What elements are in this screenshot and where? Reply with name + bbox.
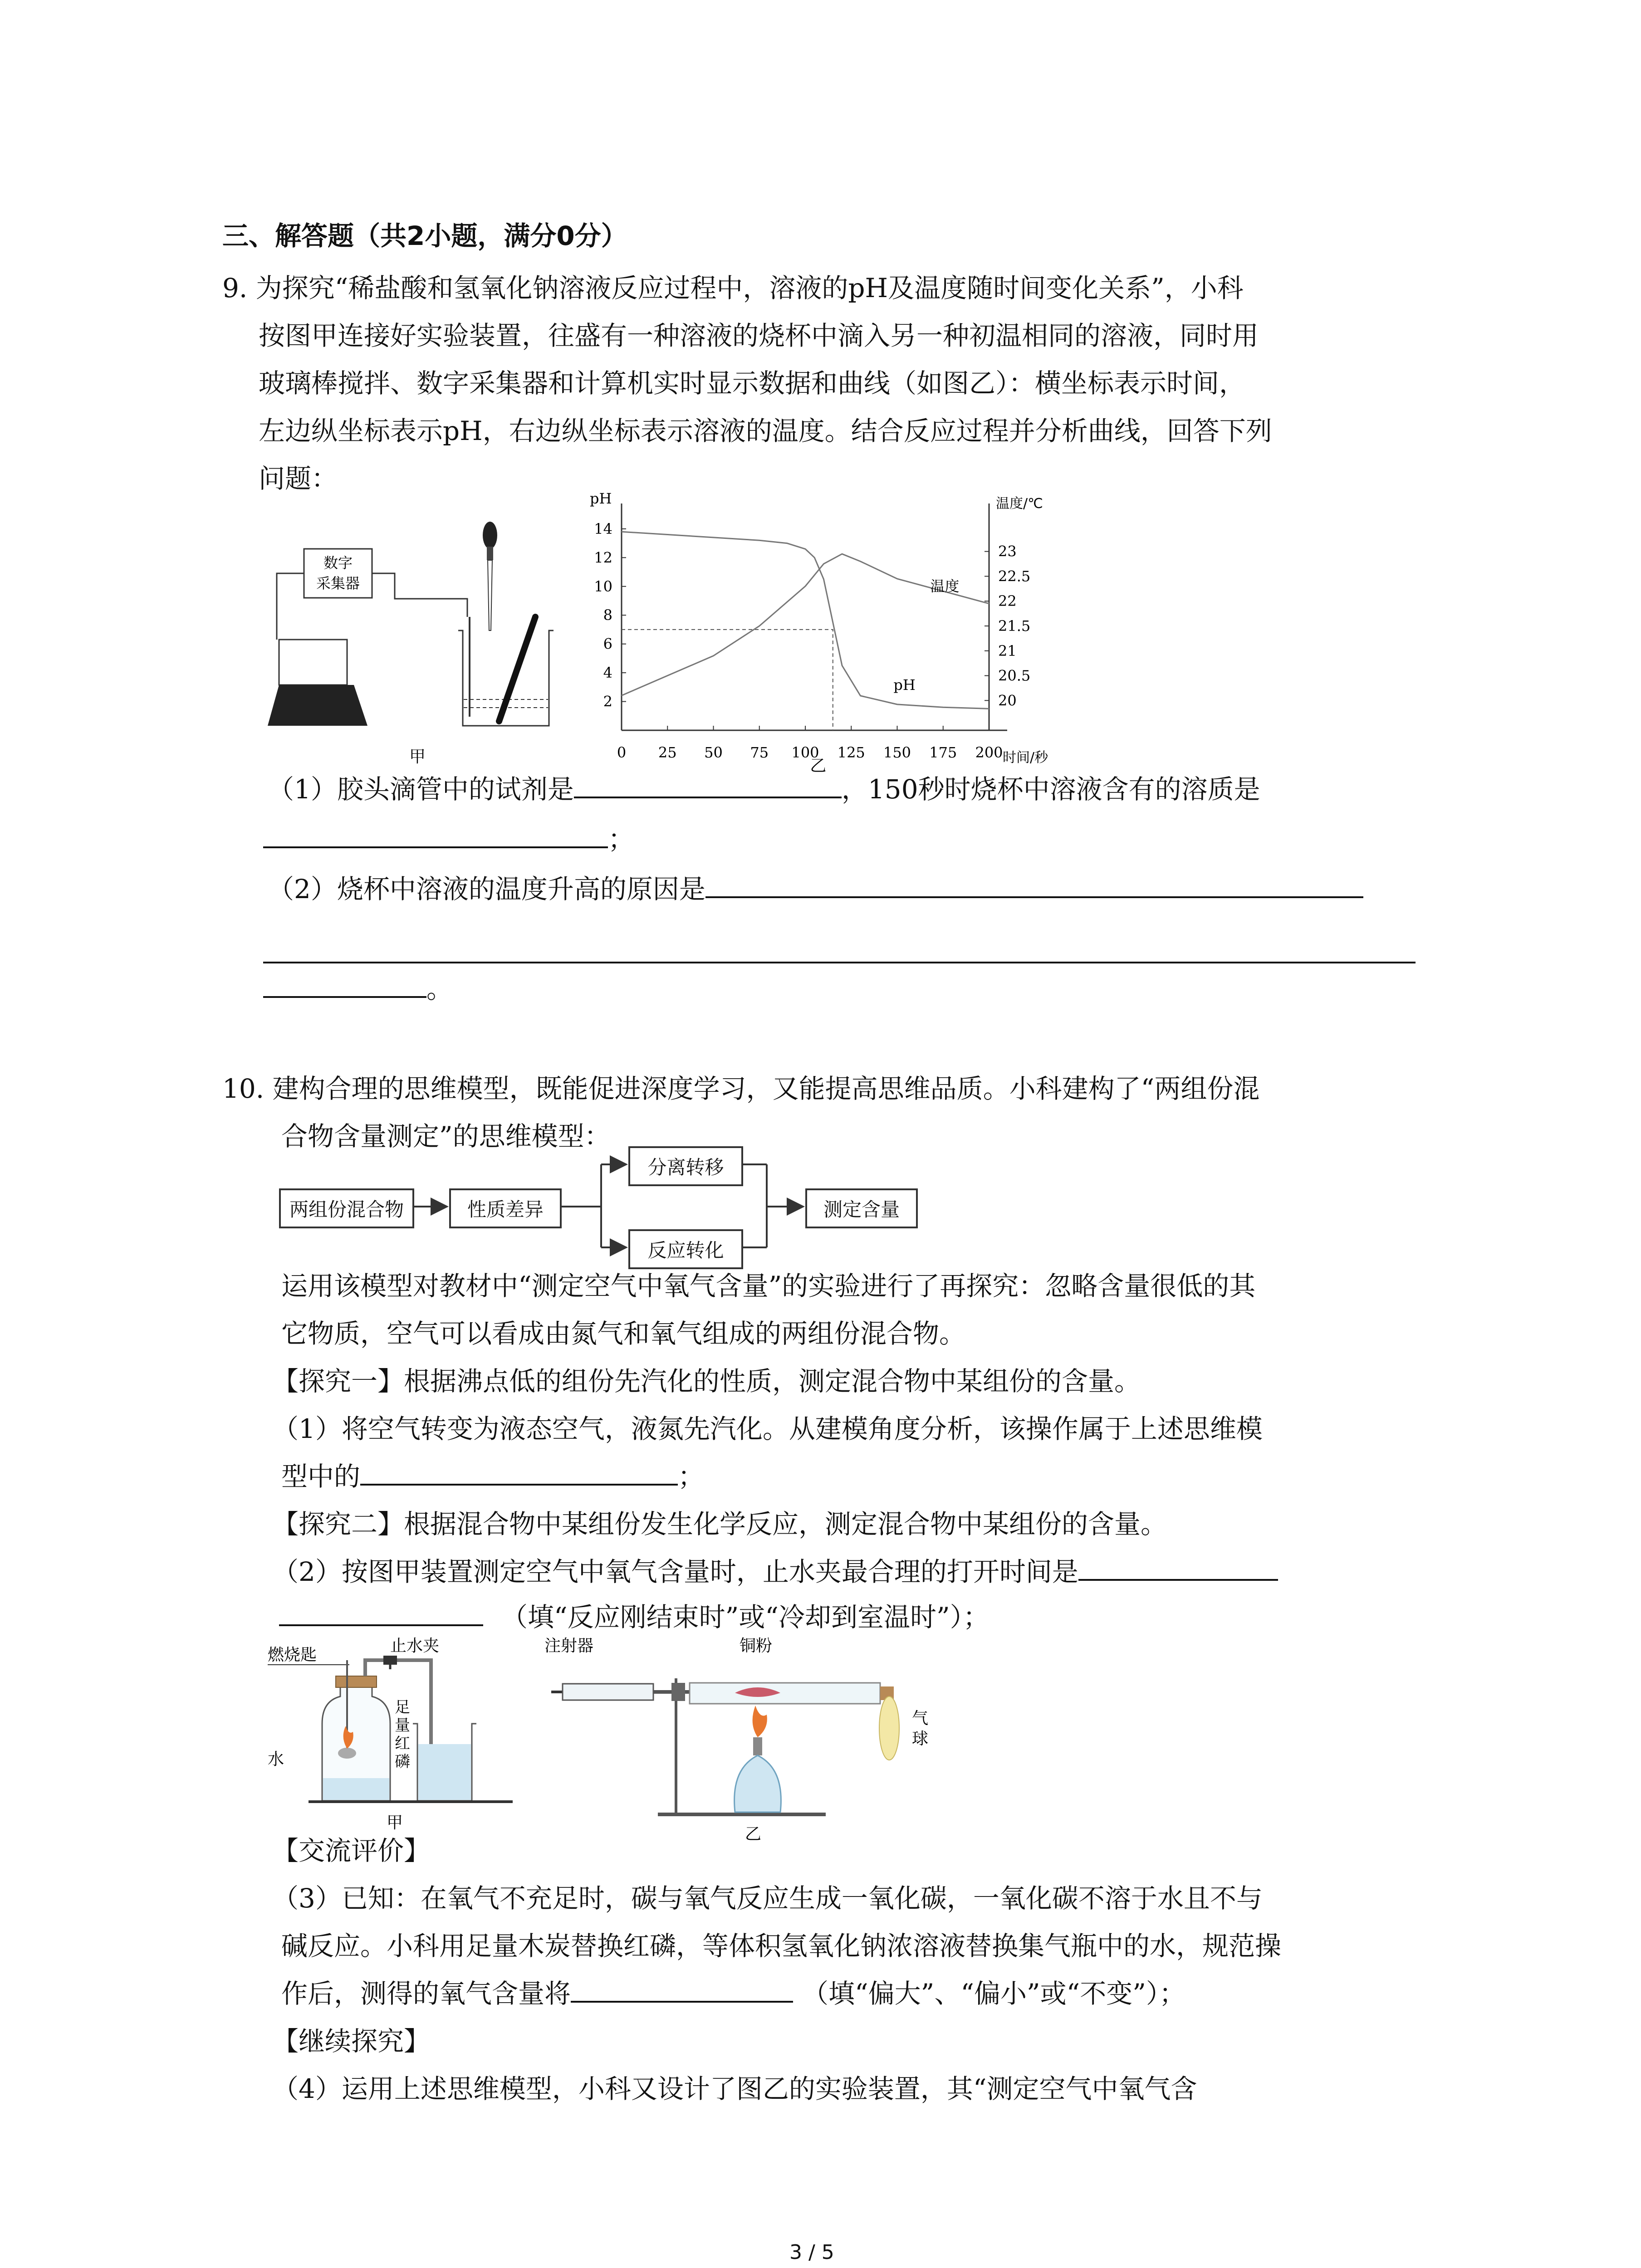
ph-temperature-chart [576, 490, 1089, 776]
q10-sub2-prompt: （2）按图甲装置测定空气中氧气含量时，止水夹最合理的打开时间是 [272, 1556, 1078, 1587]
model-reaction-box: 反应转化 [628, 1229, 743, 1269]
label-phosphorus-4: 磷 [395, 1753, 410, 1771]
q10-sub3-line-3 [281, 1971, 1185, 2016]
label-balloon-2: 球 [912, 1730, 929, 1748]
collector-label-1: 数字 [323, 554, 353, 572]
q10-explore-1: 【探究一】根据沸点低的组份先汽化的性质，测定混合物中某组份的含量。 [272, 1366, 1141, 1397]
label-syringe: 注射器 [544, 1637, 594, 1655]
q10-sub1-line-1: （1）将空气转变为液态空气，液氮先汽化。从建模角度分析，该操作属于上述思维模 [272, 1413, 1263, 1444]
label-phosphorus-2: 量 [395, 1716, 410, 1735]
q10-sub1-prompt: 型中的 [281, 1461, 361, 1492]
q10-line-1: 10. 建构合理的思维模型，既能促进深度学习，又能提高思维品质。小科建构了“两组份混 [222, 1073, 1260, 1104]
q9-line-5: 问题： [259, 463, 338, 494]
computer-base [268, 685, 367, 726]
model-mixture-box: 两组份混合物 [279, 1188, 414, 1228]
series-line-ph [622, 532, 989, 709]
model-arrows [272, 1143, 921, 1270]
section-title: 三、解答题（共2小题，满分0分） [222, 220, 627, 251]
q9-sub1-line-2 [263, 816, 634, 862]
x-tick-label: 200 [975, 744, 1003, 761]
q10-para-2: 它物质，空气可以看成由氮气和氧气组成的两组份混合物。 [281, 1318, 966, 1349]
y-left-tick-label: 4 [603, 664, 612, 682]
y-left-tick-label: 8 [603, 606, 612, 624]
y-axis-right-label: 温度/℃ [996, 496, 1043, 512]
y-left-tick-label: 2 [603, 693, 612, 710]
x-tick-label: 100 [791, 744, 819, 761]
label-copper: 铜粉 [740, 1637, 773, 1655]
q10-sub3-line-1: （3）已知：在氧气不充足时，碳与氧气反应生成一氧化碳，一氧化碳不溶于水且不与 [272, 1883, 1263, 1914]
q10-sub1-end: ； [678, 1461, 705, 1492]
q9-sub2-line-1 [268, 866, 1363, 912]
q9-figure-apparatus [259, 494, 585, 767]
label-spoon: 燃烧匙 [268, 1646, 317, 1664]
y-right-tick-label: 23 [998, 543, 1017, 560]
q10-sub2-hint: （填“反应刚结束时”或“冷却到室温时”）； [501, 1602, 989, 1633]
syringe [563, 1684, 653, 1700]
q10-sub3-blank[interactable] [571, 1974, 793, 2003]
q9-sub1-end: ； [608, 824, 635, 855]
x-tick-label: 150 [883, 744, 911, 761]
y-right-tick-label: 20.5 [998, 667, 1031, 684]
q10-sub1-line-2 [281, 1454, 704, 1499]
x-tick-label: 0 [617, 744, 627, 761]
q9-sub1-line-1 [268, 767, 1260, 812]
flame-icon [753, 1706, 767, 1737]
q9-line-4: 左边纵坐标表示pH，右边纵坐标表示溶液的温度。结合反应过程并分析曲线，回答下列 [259, 415, 1272, 446]
x-tick-label: 25 [658, 744, 677, 761]
q9-sub1-prompt: （1）胶头滴管中的试剂是 [268, 774, 574, 805]
q9-sub2-prompt: （2）烧杯中溶液的温度升高的原因是 [268, 874, 705, 904]
q10-evaluation: 【交流评价】 [272, 1835, 431, 1866]
y-right-tick-label: 21 [998, 642, 1017, 660]
y-right-tick-label: 22 [998, 592, 1017, 610]
q10-sub1-blank[interactable] [360, 1457, 678, 1486]
alcohol-lamp [735, 1755, 781, 1812]
q9-sub2-line-3 [263, 966, 453, 1012]
y-right-tick-label: 22.5 [998, 567, 1031, 585]
q9-sub1-blank-solute[interactable] [263, 819, 608, 848]
model-separation-box: 分离转移 [628, 1146, 743, 1186]
y-left-tick-label: 14 [594, 520, 612, 538]
dropper-bulb [483, 522, 497, 549]
series-label-ph: pH [893, 676, 916, 694]
q10-sub3-line-2: 碱反应。小科用足量木炭替换红磷，等体积氢氧化钠浓溶液替换集气瓶中的水，规范操 [281, 1931, 1282, 1961]
q9-line-1: 9. 为探究“稀盐酸和氢氧化钠溶液反应过程中，溶液的pH及温度随时间变化关系”，小科 [222, 273, 1244, 303]
label-water: 水 [268, 1750, 284, 1769]
label-clamp: 止水夹 [390, 1637, 440, 1655]
model-measure-box: 测定含量 [805, 1188, 918, 1228]
q9-sub1-blank-reagent[interactable] [574, 769, 842, 798]
x-tick-label: 125 [837, 744, 865, 761]
q10-para-1: 运用该模型对教材中“测定空气中氧气含量”的实验进行了再探究：忽略含量很低的其 [281, 1271, 1256, 1301]
reference-line [622, 630, 833, 730]
q10-sub3-prompt: 作后，测得的氧气含量将 [281, 1978, 571, 2009]
x-tick-label: 75 [750, 744, 769, 761]
page-number: 3 / 5 [789, 2241, 834, 2264]
q10-explore-2: 【探究二】根据混合物中某组份发生化学反应，测定混合物中某组份的含量。 [272, 1509, 1167, 1540]
y-left-tick-label: 12 [594, 549, 612, 567]
series-line-temperature [622, 554, 989, 695]
model-difference-box: 性质差异 [449, 1188, 562, 1228]
q9-line-3: 玻璃棒搅拌、数字采集器和计算机实时显示数据和曲线（如图乙）：横坐标表示时间， [259, 368, 1246, 399]
q9-sub2-blank-2[interactable] [263, 962, 1416, 963]
y-right-tick-label: 20 [998, 692, 1017, 709]
q10-sub3-hint: （填“偏大”、“偏小”或“不变”）； [802, 1978, 1185, 2009]
y-left-tick-label: 6 [603, 635, 612, 653]
q10-figure-jar [268, 1633, 522, 1837]
balloon [879, 1696, 899, 1760]
q10-line-2: 合物含量测定”的思维模型： [281, 1121, 611, 1152]
series-label-temperature: 温度 [930, 577, 960, 595]
q10-sub2-blank-1[interactable] [1078, 1552, 1278, 1581]
figure-jar-caption: 甲 [386, 1813, 403, 1832]
q10-continue: 【继续探究】 [272, 2026, 431, 2057]
glass-tube [690, 1683, 880, 1704]
collector-label-2: 采集器 [316, 575, 360, 592]
computer-monitor [279, 640, 347, 685]
label-balloon-1: 气 [912, 1709, 929, 1728]
q10-sub2-blank-2[interactable] [279, 1597, 483, 1626]
y-right-tick-label: 21.5 [998, 617, 1031, 635]
figure-tube-caption: 乙 [745, 1825, 762, 1843]
figure-a-caption: 甲 [409, 748, 426, 766]
q9-sub2-blank-1[interactable] [705, 869, 1363, 898]
y-axis-left-label: pH [590, 490, 612, 507]
x-tick-label: 175 [929, 744, 957, 761]
q10-sub4-line-1: （4）运用上述思维模型，小科又设计了图乙的实验装置，其“测定空气中氧气含 [272, 2073, 1197, 2104]
x-tick-label: 50 [704, 744, 723, 761]
label-phosphorus-1: 足 [395, 1698, 410, 1716]
q9-line-2: 按图甲连接好实验装置，往盛有一种溶液的烧杯中滴入另一种初温相同的溶液，同时用 [259, 320, 1259, 351]
q9-sub1-prompt-2: ，150秒时烧杯中溶液含有的溶质是 [841, 774, 1260, 805]
figure-b-caption: 乙 [810, 757, 827, 775]
q9-sub2-blank-3[interactable] [263, 969, 426, 998]
q9-sub2-end: 。 [426, 973, 453, 1004]
y-left-tick-label: 10 [594, 577, 612, 595]
x-axis-label: 时间/秒 [1003, 750, 1048, 766]
q10-figure-tube [544, 1633, 935, 1846]
q10-sub2-line-1 [272, 1549, 1278, 1594]
label-phosphorus-3: 红 [395, 1735, 410, 1753]
